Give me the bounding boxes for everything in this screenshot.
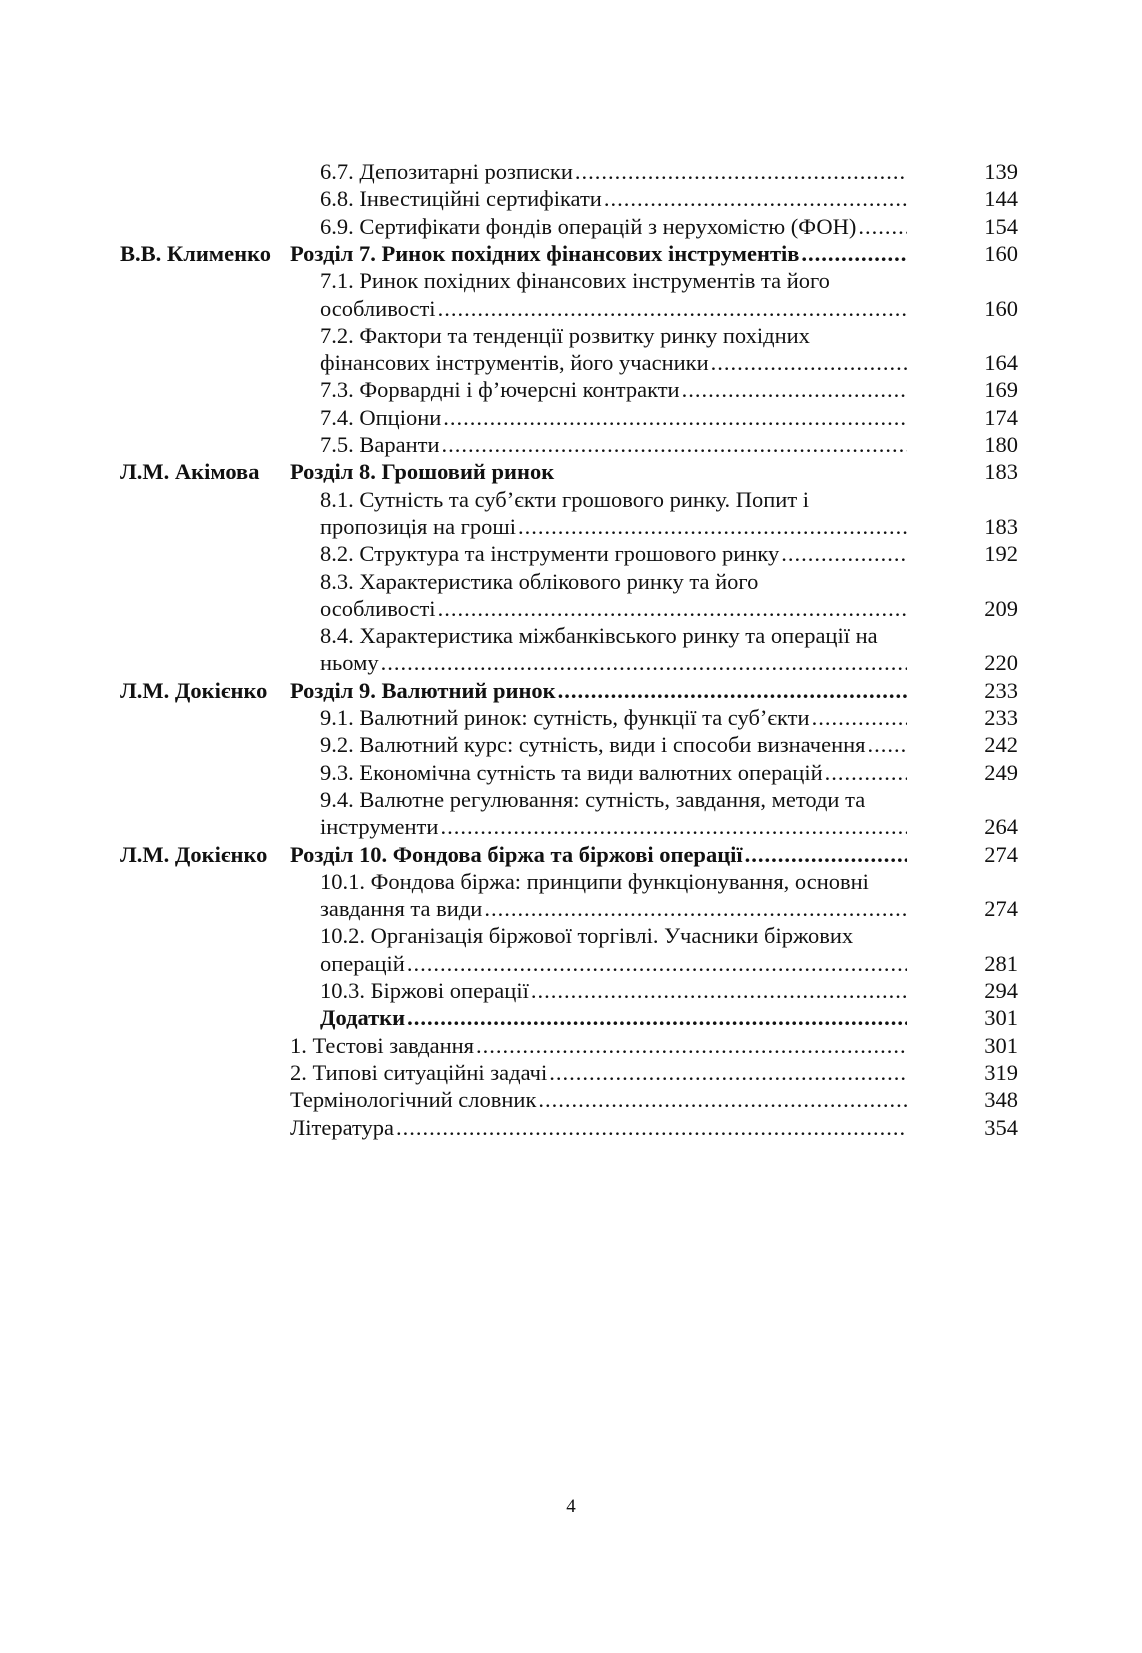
toc-entry bbox=[320, 430, 907, 459]
toc-entry bbox=[320, 894, 907, 923]
toc-entry bbox=[320, 758, 907, 787]
toc-entry-title: 1. Тестові завдання bbox=[290, 1032, 475, 1058]
toc-entry bbox=[320, 294, 907, 323]
toc-entry bbox=[320, 212, 907, 241]
toc-entry-title: 6.7. Депозитарні розписки bbox=[320, 159, 573, 184]
toc-page-number: 274 bbox=[984, 896, 1018, 922]
dot-leader bbox=[558, 676, 907, 705]
toc-page-number: 301 bbox=[984, 1005, 1018, 1031]
toc-page-number: 160 bbox=[984, 240, 1018, 266]
toc-entry-title: Розділ 10. Фондова біржа та біржові операції bbox=[290, 841, 743, 867]
toc-entry bbox=[320, 949, 907, 978]
dot-leader bbox=[484, 894, 907, 923]
toc-page-number: 264 bbox=[984, 814, 1018, 840]
toc-page-number: 281 bbox=[984, 950, 1018, 976]
toc-page-number: 144 bbox=[984, 186, 1018, 212]
toc-entry bbox=[320, 976, 907, 1005]
toc-entry bbox=[320, 867, 907, 896]
toc-entry bbox=[320, 539, 907, 568]
dot-leader bbox=[438, 294, 907, 323]
toc-entry bbox=[290, 1113, 907, 1142]
dot-leader bbox=[812, 703, 907, 732]
toc-entry-title: Література bbox=[290, 1114, 395, 1140]
toc-entry bbox=[290, 1031, 907, 1060]
toc-page-number: 249 bbox=[984, 759, 1018, 785]
toc-entry bbox=[290, 457, 907, 486]
toc-entry-title: 9.1. Валютний ринок: сутність, функції та суб’єкти bbox=[320, 705, 810, 730]
dot-leader bbox=[407, 1003, 907, 1032]
toc-entry-title: пропозиція на гроші bbox=[320, 513, 516, 539]
toc-entry-title: ньому bbox=[320, 650, 379, 676]
toc-page-number: 192 bbox=[984, 541, 1018, 567]
toc-entry bbox=[290, 1058, 907, 1087]
toc-page-number: 354 bbox=[984, 1114, 1018, 1140]
toc-entry-title: 7.3. Форвардні і ф’ючерсні контракти bbox=[320, 377, 680, 403]
toc-page-number: 180 bbox=[984, 432, 1018, 457]
toc-entry-title: Розділ 9. Валютний ринок bbox=[290, 677, 556, 703]
toc-entry-title: 10.1. Фондова біржа: принципи функціонування, основні bbox=[320, 868, 869, 894]
toc-entry bbox=[290, 840, 907, 869]
toc-page-number: 274 bbox=[984, 841, 1018, 867]
dot-leader bbox=[442, 430, 907, 459]
toc-entry bbox=[320, 812, 907, 841]
chapter-author: В.В. Клименко bbox=[120, 240, 271, 266]
toc-entry bbox=[320, 730, 907, 759]
dot-leader bbox=[549, 1058, 907, 1087]
toc-entry-title: 10.3. Біржові операції bbox=[320, 978, 529, 1003]
dot-leader bbox=[443, 403, 907, 432]
dot-leader bbox=[711, 348, 907, 377]
dot-leader bbox=[440, 812, 907, 841]
toc-page-number: 174 bbox=[984, 404, 1018, 430]
dot-leader bbox=[531, 976, 907, 1005]
chapter-author: Л.М. Докієнко bbox=[120, 841, 268, 867]
toc-entry-title: фінансових інструментів, його учасники bbox=[320, 350, 709, 376]
toc-page-number: 183 bbox=[984, 459, 1018, 485]
toc-entry bbox=[320, 567, 907, 596]
toc-page-number: 242 bbox=[984, 732, 1018, 758]
toc-page-number: 183 bbox=[984, 513, 1018, 539]
dot-leader bbox=[476, 1031, 907, 1060]
dot-leader bbox=[801, 239, 907, 268]
toc-entry-title: 7.1. Ринок похідних фінансових інструментів та його bbox=[320, 268, 830, 294]
dot-leader bbox=[781, 539, 907, 568]
toc-entry bbox=[320, 512, 907, 541]
toc-entry bbox=[290, 676, 907, 705]
toc-page-number: 233 bbox=[984, 677, 1018, 703]
toc-entry-title: 8.2. Структура та інструменти грошового ринку bbox=[320, 541, 780, 567]
toc-entry-title: 9.3. Економічна сутність та види валютних операцій bbox=[320, 759, 823, 785]
toc-entry-title: Розділ 7. Ринок похідних фінансових інструментів bbox=[290, 240, 800, 266]
toc-entry bbox=[320, 266, 907, 295]
toc-entry bbox=[320, 785, 907, 814]
toc-page-number: 294 bbox=[984, 978, 1018, 1003]
toc-entry bbox=[320, 1003, 907, 1032]
toc-entry bbox=[320, 648, 907, 677]
toc-page-number: 164 bbox=[984, 350, 1018, 376]
toc-entry bbox=[320, 375, 907, 404]
toc-entry-title: завдання та види bbox=[320, 896, 483, 922]
dot-leader bbox=[604, 184, 907, 213]
toc-entry-title: 8.3. Характеристика облікового ринку та його bbox=[320, 568, 759, 594]
toc-page-number: 301 bbox=[984, 1032, 1018, 1058]
chapter-author: Л.М. Акімова bbox=[120, 459, 260, 485]
toc-page-number: 220 bbox=[984, 650, 1018, 676]
toc-entry bbox=[320, 157, 907, 186]
toc-entry-title: 9.4. Валютне регулювання: сутність, завдання, методи та bbox=[320, 786, 866, 812]
toc-entry-title: 7.4. Опціони bbox=[320, 404, 442, 430]
toc-entry-title: 6.9. Сертифікати фондів операцій з нерухомістю (ФОН) bbox=[320, 213, 857, 239]
dot-leader bbox=[381, 648, 907, 677]
toc-entry-title: 6.8. Інвестиційні сертифікати bbox=[320, 186, 602, 212]
dot-leader bbox=[868, 730, 907, 759]
toc-entry-title: 7.5. Варанти bbox=[320, 432, 440, 457]
toc-entry bbox=[320, 621, 907, 650]
dot-leader bbox=[438, 594, 907, 623]
toc-entry-title: особливості bbox=[320, 595, 436, 621]
toc-entry bbox=[290, 239, 907, 268]
toc-entry bbox=[290, 1085, 907, 1114]
dot-leader bbox=[825, 758, 907, 787]
dot-leader bbox=[745, 840, 907, 869]
dot-leader bbox=[858, 212, 907, 241]
dot-leader bbox=[396, 1113, 907, 1142]
page-number: 4 bbox=[566, 1496, 576, 1517]
toc-page-number: 160 bbox=[984, 295, 1018, 321]
dot-leader bbox=[518, 512, 907, 541]
toc-entry bbox=[320, 321, 907, 350]
toc-page-number: 348 bbox=[984, 1087, 1018, 1113]
toc-entry bbox=[320, 403, 907, 432]
dot-leader bbox=[682, 375, 907, 404]
toc-entry-title: Розділ 8. Грошовий ринок bbox=[290, 459, 555, 485]
toc-entry-title: 8.4. Характеристика міжбанківського ринку та операції на bbox=[320, 623, 878, 649]
toc-entry-title: 10.2. Організація біржової торгівлі. Учасники біржових bbox=[320, 923, 854, 949]
toc-entry bbox=[320, 485, 907, 514]
dot-leader bbox=[538, 1085, 907, 1114]
toc-entry-title: 9.2. Валютний курс: сутність, види і способи визначення bbox=[320, 732, 866, 758]
toc-entry bbox=[320, 184, 907, 213]
toc-entry-title: операцій bbox=[320, 950, 405, 976]
toc-page-number: 139 bbox=[984, 159, 1018, 184]
toc-page-number: 319 bbox=[984, 1059, 1018, 1085]
toc-entry-title: Термінологічний словник bbox=[290, 1087, 537, 1113]
dot-leader bbox=[575, 157, 907, 186]
toc-entry-title: 8.1. Сутність та суб’єкти грошового ринку. Попит і bbox=[320, 486, 810, 512]
dot-leader bbox=[407, 949, 907, 978]
toc-entry bbox=[320, 703, 907, 732]
toc-entry-title: 2. Типові ситуаційні задачі bbox=[290, 1059, 548, 1085]
toc-entry-title: Додатки bbox=[320, 1005, 406, 1031]
toc-entry bbox=[320, 921, 907, 950]
toc-entry-title: 7.2. Фактори та тенденції розвитку ринку похідних bbox=[320, 322, 810, 348]
toc-entry-title: особливості bbox=[320, 295, 436, 321]
toc-page-number: 169 bbox=[984, 377, 1018, 403]
toc-entry bbox=[320, 594, 907, 623]
chapter-author: Л.М. Докієнко bbox=[120, 677, 268, 703]
toc-page-number: 209 bbox=[984, 595, 1018, 621]
toc-page-number: 154 bbox=[984, 213, 1018, 239]
toc-page-number: 233 bbox=[984, 705, 1018, 730]
toc-entry-title: інструменти bbox=[320, 814, 439, 840]
toc-entry bbox=[320, 348, 907, 377]
